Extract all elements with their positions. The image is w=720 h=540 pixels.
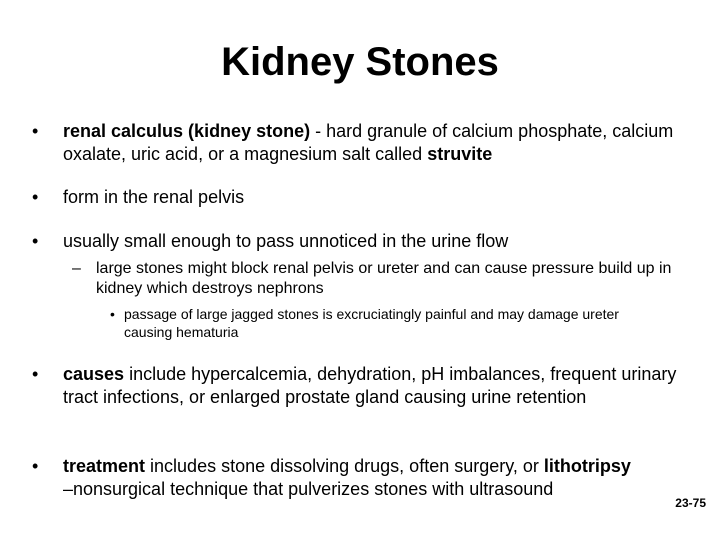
bullet-marker: •: [110, 306, 115, 322]
bullet-text: [63, 455, 632, 501]
bullet-marker: •: [32, 231, 39, 251]
slide-number: 23-75: [675, 496, 706, 510]
slide-title: Kidney Stones: [221, 40, 499, 84]
bullet-item: [32, 186, 692, 209]
bullet-item: [32, 455, 632, 501]
sub-sub-bullet-item: [110, 305, 670, 341]
bullet-marker: •: [32, 364, 39, 384]
definition-text: - hard granule of calcium phosphate, calcium oxalate, uric acid, or a magnesium salt called: [63, 121, 674, 164]
term-lithotripsy: lithotripsy: [543, 456, 631, 476]
bullet-text: [63, 120, 692, 166]
bullet-item: [32, 120, 692, 166]
bullet-item: [32, 363, 692, 409]
sub-bullet-text: large stones might block renal pelvis or ureter and can cause pressure build up in kidney which destroys nephrons: [96, 260, 672, 297]
bullet-item: [32, 230, 692, 253]
lithotripsy-text: –nonsurgical technique that pulverizes stones with ultrasound: [63, 479, 554, 499]
sub-bullet-item: [72, 259, 692, 299]
sub-sub-bullet-text: passage of large jagged stones is excruciatingly painful and may damage ureter causing hematuria: [124, 306, 619, 340]
bullet-text: usually small enough to pass unnoticed in the urine flow: [63, 231, 509, 251]
treatment-text: includes stone dissolving drugs, often surgery, or: [145, 456, 544, 476]
bullet-marker: •: [32, 121, 39, 141]
dash-marker: –: [72, 260, 81, 277]
bullet-text: [63, 363, 692, 409]
term-struvite: struvite: [427, 144, 493, 164]
causes-text: include hypercalcemia, dehydration, pH imbalances, frequent urinary tract infections, or enlarged prostate gland causing urine retention: [63, 364, 677, 407]
term-treatment: treatment: [63, 456, 146, 476]
term-causes: causes: [63, 364, 125, 384]
bullet-marker: •: [32, 187, 39, 207]
term-renal-calculus: renal calculus (kidney stone): [63, 121, 311, 141]
bullet-text: form in the renal pelvis: [63, 187, 245, 207]
bullet-marker: •: [32, 456, 39, 476]
